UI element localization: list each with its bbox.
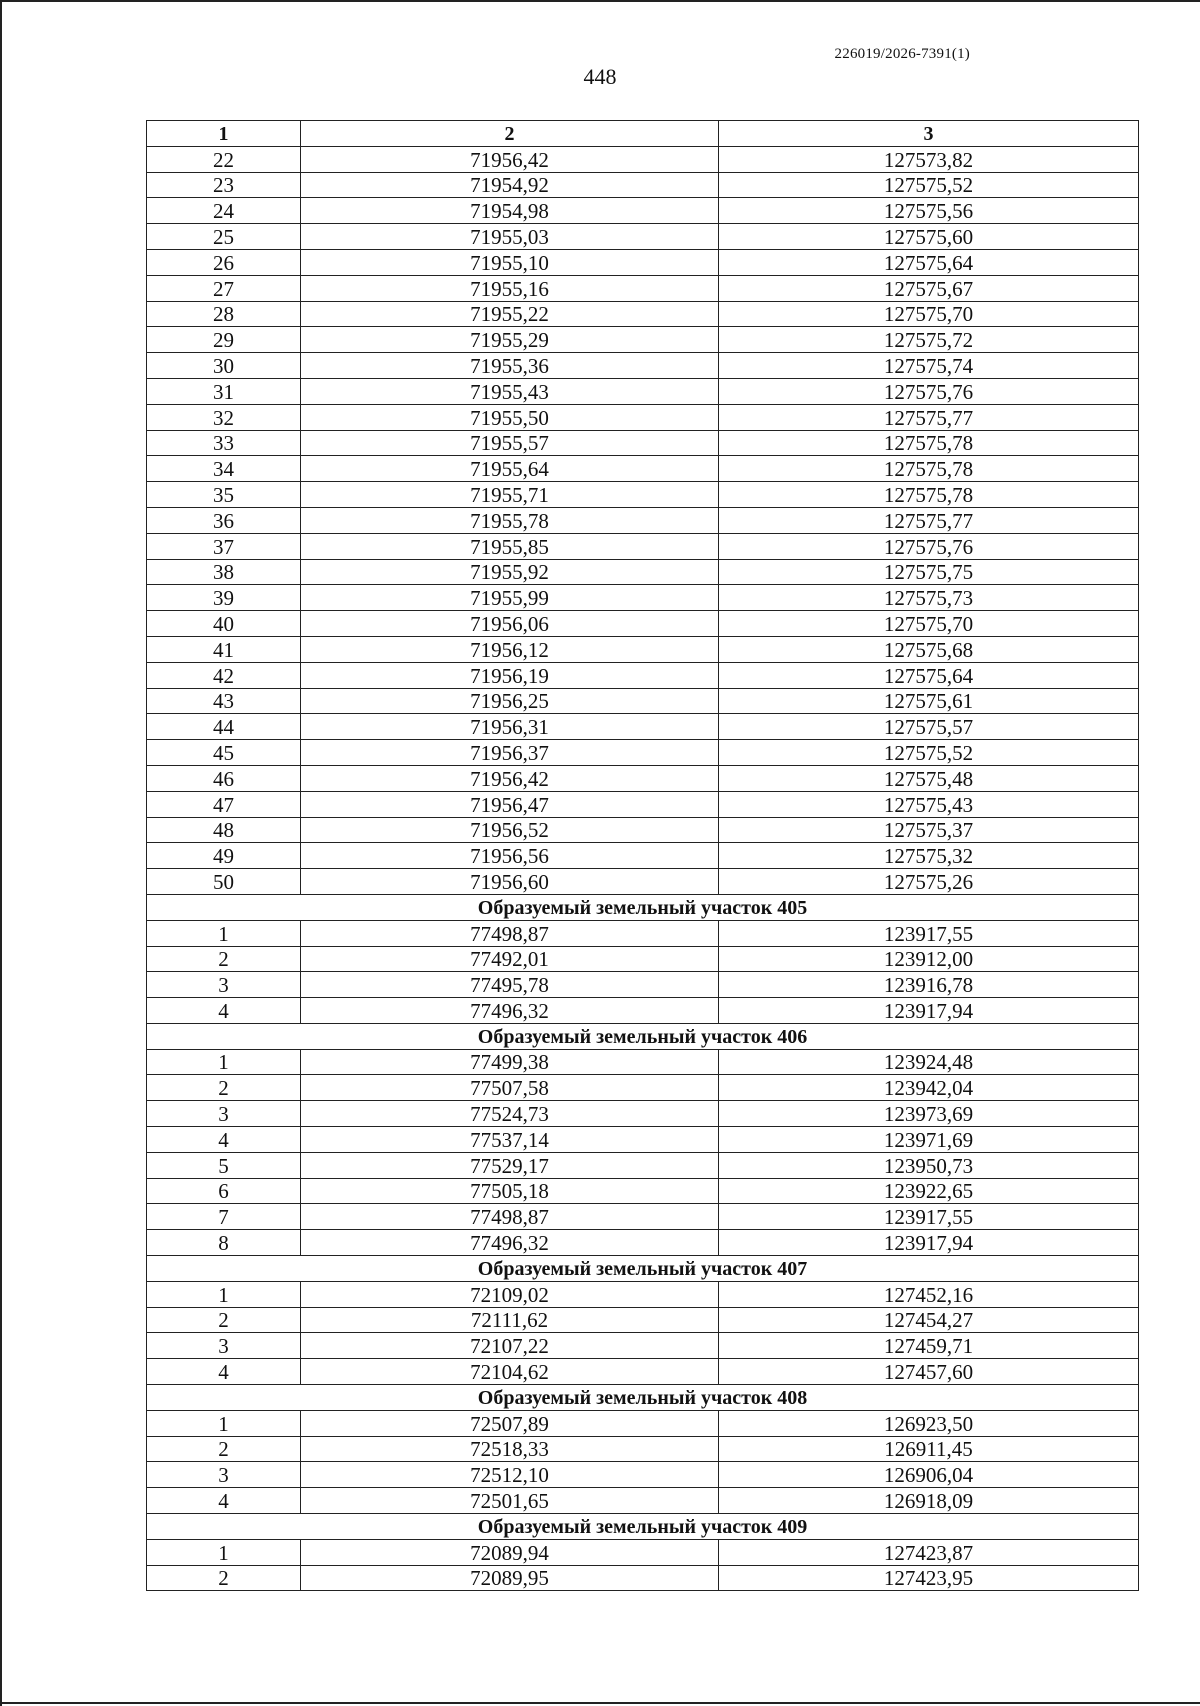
table-row <box>147 1410 1139 1436</box>
point-number-cell: 5 <box>147 1152 301 1178</box>
table-row <box>147 172 1139 198</box>
y-coordinate-cell: 127452,16 <box>719 1281 1139 1307</box>
y-coordinate-cell: 123950,73 <box>719 1152 1139 1178</box>
y-coordinate-cell: 123912,00 <box>719 946 1139 972</box>
y-coordinate-cell: 123971,69 <box>719 1127 1139 1153</box>
section-header-row <box>147 1023 1139 1049</box>
table-row <box>147 482 1139 508</box>
point-number-cell: 30 <box>147 353 301 379</box>
y-coordinate-cell: 127575,64 <box>719 249 1139 275</box>
table-row <box>147 791 1139 817</box>
point-number-cell: 37 <box>147 533 301 559</box>
y-coordinate-cell: 127575,61 <box>719 688 1139 714</box>
point-number-cell: 23 <box>147 172 301 198</box>
table-row <box>147 1152 1139 1178</box>
x-coordinate-cell: 71955,50 <box>301 404 719 430</box>
y-coordinate-cell: 127459,71 <box>719 1333 1139 1359</box>
table-row <box>147 275 1139 301</box>
x-coordinate-cell: 72107,22 <box>301 1333 719 1359</box>
coordinates-table <box>146 120 1139 1591</box>
x-coordinate-cell: 71956,25 <box>301 688 719 714</box>
x-coordinate-cell: 77492,01 <box>301 946 719 972</box>
x-coordinate-cell: 71955,85 <box>301 533 719 559</box>
x-coordinate-cell: 72109,02 <box>301 1281 719 1307</box>
point-number-cell: 1 <box>147 1539 301 1565</box>
table-row <box>147 559 1139 585</box>
y-coordinate-cell: 127457,60 <box>719 1359 1139 1385</box>
table-row <box>147 1333 1139 1359</box>
header-cell-point-number: 1 <box>147 121 301 147</box>
x-coordinate-cell: 71955,99 <box>301 585 719 611</box>
point-number-cell: 2 <box>147 1436 301 1462</box>
point-number-cell: 43 <box>147 688 301 714</box>
point-number-cell: 50 <box>147 869 301 895</box>
x-coordinate-cell: 71955,71 <box>301 482 719 508</box>
point-number-cell: 8 <box>147 1230 301 1256</box>
point-number-cell: 41 <box>147 636 301 662</box>
table-row <box>147 1049 1139 1075</box>
page-number: 448 <box>583 64 617 89</box>
table-row <box>147 1101 1139 1127</box>
point-number-cell: 28 <box>147 301 301 327</box>
table-row <box>147 1178 1139 1204</box>
x-coordinate-cell: 72111,62 <box>301 1307 719 1333</box>
point-number-cell: 3 <box>147 1101 301 1127</box>
table-row <box>147 585 1139 611</box>
x-coordinate-cell: 71955,36 <box>301 353 719 379</box>
point-number-cell: 44 <box>147 714 301 740</box>
point-number-cell: 1 <box>147 1281 301 1307</box>
x-coordinate-cell: 77537,14 <box>301 1127 719 1153</box>
y-coordinate-cell: 127575,57 <box>719 714 1139 740</box>
y-coordinate-cell: 127575,78 <box>719 456 1139 482</box>
y-coordinate-cell: 127575,77 <box>719 404 1139 430</box>
x-coordinate-cell: 72104,62 <box>301 1359 719 1385</box>
scan-edge-bottom <box>0 1702 1200 1704</box>
coordinates-table-body <box>147 121 1139 1591</box>
section-title: Образуемый земельный участок 409 <box>147 1514 1139 1540</box>
y-coordinate-cell: 127575,60 <box>719 224 1139 250</box>
table-row <box>147 1565 1139 1591</box>
table-row <box>147 533 1139 559</box>
point-number-cell: 31 <box>147 378 301 404</box>
y-coordinate-cell: 126923,50 <box>719 1410 1139 1436</box>
x-coordinate-cell: 71956,06 <box>301 611 719 637</box>
table-header-row <box>147 121 1139 147</box>
table-row <box>147 714 1139 740</box>
point-number-cell: 4 <box>147 1127 301 1153</box>
point-number-cell: 2 <box>147 946 301 972</box>
x-coordinate-cell: 71956,37 <box>301 740 719 766</box>
point-number-cell: 33 <box>147 430 301 456</box>
y-coordinate-cell: 127575,67 <box>719 275 1139 301</box>
point-number-cell: 46 <box>147 765 301 791</box>
table-row <box>147 249 1139 275</box>
table-row <box>147 740 1139 766</box>
y-coordinate-cell: 127575,56 <box>719 198 1139 224</box>
table-row <box>147 688 1139 714</box>
point-number-cell: 29 <box>147 327 301 353</box>
section-header-row <box>147 1514 1139 1540</box>
table-row <box>147 869 1139 895</box>
section-title: Образуемый земельный участок 406 <box>147 1023 1139 1049</box>
table-row <box>147 972 1139 998</box>
x-coordinate-cell: 71955,78 <box>301 507 719 533</box>
table-row <box>147 1127 1139 1153</box>
x-coordinate-cell: 71956,56 <box>301 843 719 869</box>
table-row <box>147 327 1139 353</box>
x-coordinate-cell: 77507,58 <box>301 1075 719 1101</box>
scan-edge-left <box>0 0 2 1706</box>
x-coordinate-cell: 71955,29 <box>301 327 719 353</box>
y-coordinate-cell: 127575,52 <box>719 740 1139 766</box>
y-coordinate-cell: 127575,76 <box>719 533 1139 559</box>
table-row <box>147 765 1139 791</box>
x-coordinate-cell: 71956,52 <box>301 817 719 843</box>
y-coordinate-cell: 127575,76 <box>719 378 1139 404</box>
y-coordinate-cell: 127575,75 <box>719 559 1139 585</box>
y-coordinate-cell: 126906,04 <box>719 1462 1139 1488</box>
x-coordinate-cell: 71955,92 <box>301 559 719 585</box>
y-coordinate-cell: 123917,55 <box>719 1204 1139 1230</box>
table-row <box>147 1230 1139 1256</box>
table-row <box>147 1204 1139 1230</box>
point-number-cell: 40 <box>147 611 301 637</box>
y-coordinate-cell: 127575,37 <box>719 817 1139 843</box>
y-coordinate-cell: 127575,78 <box>719 482 1139 508</box>
y-coordinate-cell: 127575,64 <box>719 662 1139 688</box>
y-coordinate-cell: 127575,48 <box>719 765 1139 791</box>
header-cell-y-coordinate: 3 <box>719 121 1139 147</box>
point-number-cell: 7 <box>147 1204 301 1230</box>
x-coordinate-cell: 71955,57 <box>301 430 719 456</box>
section-title: Образуемый земельный участок 405 <box>147 894 1139 920</box>
x-coordinate-cell: 71956,31 <box>301 714 719 740</box>
y-coordinate-cell: 123924,48 <box>719 1049 1139 1075</box>
table-row <box>147 1359 1139 1385</box>
point-number-cell: 3 <box>147 1333 301 1359</box>
x-coordinate-cell: 72501,65 <box>301 1488 719 1514</box>
y-coordinate-cell: 123942,04 <box>719 1075 1139 1101</box>
x-coordinate-cell: 77524,73 <box>301 1101 719 1127</box>
y-coordinate-cell: 127575,73 <box>719 585 1139 611</box>
x-coordinate-cell: 71956,47 <box>301 791 719 817</box>
point-number-cell: 27 <box>147 275 301 301</box>
table-row <box>147 1539 1139 1565</box>
point-number-cell: 35 <box>147 482 301 508</box>
point-number-cell: 24 <box>147 198 301 224</box>
y-coordinate-cell: 123916,78 <box>719 972 1139 998</box>
y-coordinate-cell: 127423,95 <box>719 1565 1139 1591</box>
point-number-cell: 4 <box>147 998 301 1024</box>
table-row <box>147 1436 1139 1462</box>
x-coordinate-cell: 72507,89 <box>301 1410 719 1436</box>
point-number-cell: 4 <box>147 1359 301 1385</box>
x-coordinate-cell: 71955,03 <box>301 224 719 250</box>
y-coordinate-cell: 127575,52 <box>719 172 1139 198</box>
x-coordinate-cell: 71955,22 <box>301 301 719 327</box>
point-number-cell: 48 <box>147 817 301 843</box>
table-row <box>147 456 1139 482</box>
y-coordinate-cell: 123917,94 <box>719 1230 1139 1256</box>
table-row <box>147 920 1139 946</box>
y-coordinate-cell: 127573,82 <box>719 146 1139 172</box>
x-coordinate-cell: 72518,33 <box>301 1436 719 1462</box>
table-row <box>147 378 1139 404</box>
document-id: 226019/2026-7391(1) <box>834 46 970 62</box>
header-cell-x-coordinate: 2 <box>301 121 719 147</box>
x-coordinate-cell: 77529,17 <box>301 1152 719 1178</box>
y-coordinate-cell: 126911,45 <box>719 1436 1139 1462</box>
table-row <box>147 998 1139 1024</box>
section-title: Образуемый земельный участок 408 <box>147 1385 1139 1411</box>
y-coordinate-cell: 126918,09 <box>719 1488 1139 1514</box>
point-number-cell: 3 <box>147 1462 301 1488</box>
x-coordinate-cell: 71956,12 <box>301 636 719 662</box>
point-number-cell: 34 <box>147 456 301 482</box>
point-number-cell: 26 <box>147 249 301 275</box>
x-coordinate-cell: 77499,38 <box>301 1049 719 1075</box>
point-number-cell: 42 <box>147 662 301 688</box>
table-row <box>147 946 1139 972</box>
y-coordinate-cell: 127454,27 <box>719 1307 1139 1333</box>
x-coordinate-cell: 72089,95 <box>301 1565 719 1591</box>
table-row <box>147 1281 1139 1307</box>
point-number-cell: 6 <box>147 1178 301 1204</box>
table-row <box>147 817 1139 843</box>
x-coordinate-cell: 72512,10 <box>301 1462 719 1488</box>
point-number-cell: 1 <box>147 1410 301 1436</box>
x-coordinate-cell: 72089,94 <box>301 1539 719 1565</box>
x-coordinate-cell: 77498,87 <box>301 1204 719 1230</box>
x-coordinate-cell: 77496,32 <box>301 998 719 1024</box>
point-number-cell: 3 <box>147 972 301 998</box>
table-row <box>147 843 1139 869</box>
point-number-cell: 38 <box>147 559 301 585</box>
point-number-cell: 2 <box>147 1307 301 1333</box>
point-number-cell: 47 <box>147 791 301 817</box>
table-row <box>147 430 1139 456</box>
table-row <box>147 1307 1139 1333</box>
point-number-cell: 2 <box>147 1565 301 1591</box>
point-number-cell: 45 <box>147 740 301 766</box>
y-coordinate-cell: 127423,87 <box>719 1539 1139 1565</box>
y-coordinate-cell: 123917,94 <box>719 998 1139 1024</box>
y-coordinate-cell: 127575,26 <box>719 869 1139 895</box>
x-coordinate-cell: 71956,60 <box>301 869 719 895</box>
y-coordinate-cell: 127575,68 <box>719 636 1139 662</box>
y-coordinate-cell: 127575,70 <box>719 301 1139 327</box>
point-number-cell: 1 <box>147 920 301 946</box>
point-number-cell: 22 <box>147 146 301 172</box>
x-coordinate-cell: 71954,92 <box>301 172 719 198</box>
y-coordinate-cell: 127575,43 <box>719 791 1139 817</box>
point-number-cell: 1 <box>147 1049 301 1075</box>
x-coordinate-cell: 71955,10 <box>301 249 719 275</box>
x-coordinate-cell: 71956,42 <box>301 765 719 791</box>
x-coordinate-cell: 71956,42 <box>301 146 719 172</box>
table-row <box>147 662 1139 688</box>
x-coordinate-cell: 71955,16 <box>301 275 719 301</box>
y-coordinate-cell: 127575,72 <box>719 327 1139 353</box>
point-number-cell: 2 <box>147 1075 301 1101</box>
x-coordinate-cell: 71954,98 <box>301 198 719 224</box>
section-header-row <box>147 894 1139 920</box>
table-row <box>147 224 1139 250</box>
table-row <box>147 636 1139 662</box>
x-coordinate-cell: 77505,18 <box>301 1178 719 1204</box>
scan-edge-top <box>0 0 1200 2</box>
y-coordinate-cell: 127575,77 <box>719 507 1139 533</box>
section-title: Образуемый земельный участок 407 <box>147 1256 1139 1282</box>
y-coordinate-cell: 127575,70 <box>719 611 1139 637</box>
y-coordinate-cell: 127575,32 <box>719 843 1139 869</box>
x-coordinate-cell: 71955,43 <box>301 378 719 404</box>
point-number-cell: 39 <box>147 585 301 611</box>
x-coordinate-cell: 77495,78 <box>301 972 719 998</box>
table-row <box>147 1488 1139 1514</box>
x-coordinate-cell: 71956,19 <box>301 662 719 688</box>
table-row <box>147 301 1139 327</box>
y-coordinate-cell: 123973,69 <box>719 1101 1139 1127</box>
point-number-cell: 4 <box>147 1488 301 1514</box>
y-coordinate-cell: 127575,74 <box>719 353 1139 379</box>
point-number-cell: 36 <box>147 507 301 533</box>
y-coordinate-cell: 123922,65 <box>719 1178 1139 1204</box>
table-row <box>147 353 1139 379</box>
x-coordinate-cell: 71955,64 <box>301 456 719 482</box>
table-row <box>147 198 1139 224</box>
point-number-cell: 49 <box>147 843 301 869</box>
y-coordinate-cell: 123917,55 <box>719 920 1139 946</box>
table-row <box>147 1462 1139 1488</box>
table-row <box>147 1075 1139 1101</box>
table-row <box>147 404 1139 430</box>
y-coordinate-cell: 127575,78 <box>719 430 1139 456</box>
point-number-cell: 25 <box>147 224 301 250</box>
x-coordinate-cell: 77496,32 <box>301 1230 719 1256</box>
table-row <box>147 507 1139 533</box>
section-header-row <box>147 1385 1139 1411</box>
point-number-cell: 32 <box>147 404 301 430</box>
x-coordinate-cell: 77498,87 <box>301 920 719 946</box>
table-row <box>147 146 1139 172</box>
section-header-row <box>147 1256 1139 1282</box>
table-row <box>147 611 1139 637</box>
